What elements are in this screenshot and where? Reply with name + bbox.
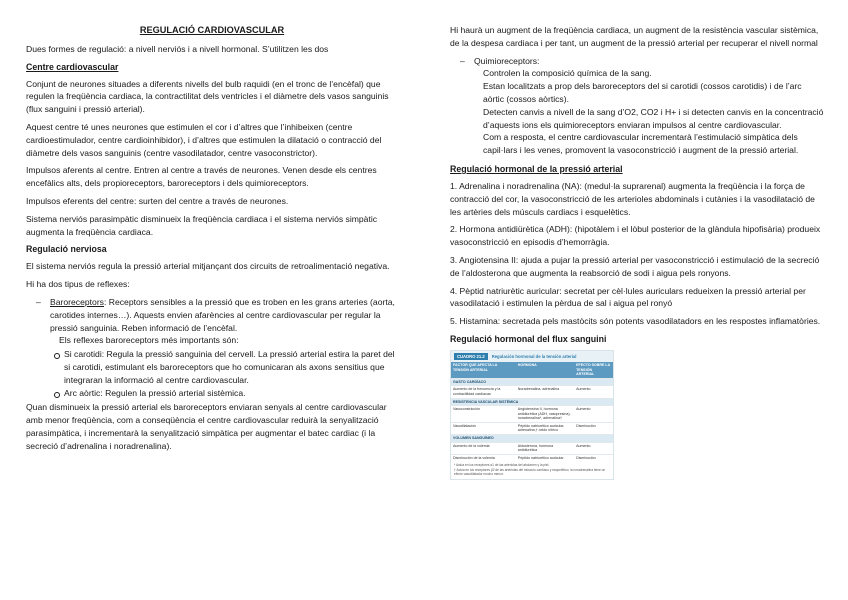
table-cell: Noradrenalina, adrenalina (516, 386, 574, 398)
table-cell: Péptido natriurético auricular (516, 454, 574, 461)
table-notes (451, 461, 613, 478)
table-cell: Aldosterona, hormona antidiurética (516, 442, 574, 454)
hormone-2: 2. Hormona antidiürètica (ADH): (hipotàlem i el lòbul posterior de la glàndula hipofisària) produeix vasoconstricció en episodis d’hemorràgia. (450, 224, 821, 248)
quimioreceptors-item (450, 55, 824, 157)
centre-paragraph-3: Impulsos aferents al centre. Entren al centre a través de neurones. Venen desde els centres encefàlics alts, dels propioreceptors, baroreceptors i dels quimioreceptors. (26, 165, 377, 189)
table-cell: Disminución (574, 454, 613, 461)
table-col-factor: FACTOR QUE AFECTA LA TENSIÓN ARTERIAL (451, 362, 516, 378)
table-cell: Vasoconstricción (451, 406, 516, 423)
centre-paragraph-2: Aquest centre té unes neurones que estimulen el cor i d’altres que l’inhibeixen (centre cardioestimulador, centre cardioinhibidor), i d’altres que estimulen la dilatació o contracció del diàmetre dels vasos sanguinis (centre vasodilatador, centre vasoconstrictor). (26, 121, 382, 158)
table-header-row (451, 362, 613, 378)
left-column (26, 24, 398, 458)
table-row (451, 406, 613, 423)
section-cardiac-output: GASTO CARDÍACO (451, 378, 613, 386)
hormone-1: 1. Adrenalina i noradrenalina (NA): (medul·la suprarenal) augmenta la freqüència i la força de contracció del cor, la vasoconstricció de les arterioles abdominals i cutànies i la vasodilatació de les artèries dels músculs cardiacs i esquelètics. (450, 180, 815, 217)
table-cell: Péptido natriurético auricular, adrenalina,† óxido nítrico (516, 422, 574, 434)
table-cell: Aumento de la volemia (451, 442, 516, 454)
centre-paragraph-4: Impulsos eferents del centre: surten del centre a través de neurones. (26, 195, 289, 206)
hormonal-heading: Regulació hormonal de la pressió arterial (450, 163, 623, 174)
table-cell: Angiotensina II, hormona antidiurética (ADH, vasopresina), noradrenalina*, adrenalina† (516, 406, 574, 423)
table-section-row (451, 435, 613, 443)
nerviosa-paragraph-1: El sistema nerviós regula la pressió arterial mitjançant dos circuits de retroalimentació negativa. (26, 261, 390, 272)
si-carotidi-item: Si carotidi: Regula la pressió sanguinia del cervell. La pressió arterial estira la paret del si carotidi, estimulant els baroreceptors que ho comunicaran als axons sensitius que integraran la informació al centre cardiovascular. (50, 348, 398, 386)
table-cell: Aumento (574, 386, 613, 398)
nerviosa-heading: Regulació nerviosa (26, 244, 107, 255)
table-note-2: † Actúa en los receptores β2 de las arteriolas del músculo cardíaco y esquelético; la noradrenalina tiene un efecto vasodilatador mucho menor. (454, 467, 606, 477)
quimio-line-3: Detecten canvis a nivell de la sang d’O2, CO2 i H+ i si detecten canvis en la concentració d’aquests ions els quimioreceptors enviaran impulsos al centre cardiovascular. (483, 106, 824, 130)
centre-paragraph-1: Conjunt de neurones situades a diferents nivells del bulb raquidi (en el tronc de l’encèfal) que regulen la freqüència cardiaca, la contractilitat dels ventricles i el diàmetre dels vasos sanguinis (flux sanguini i pressió arterial). (26, 78, 389, 115)
table-badge: CUADRO 21.2 (454, 353, 488, 360)
table-row (451, 454, 613, 461)
centre-paragraph-5: Sistema nerviós parasimpàtic disminueix la freqüència cardiaca i el sistema nerviós simpàtic augmenta la freqüència cardiaca. (26, 213, 378, 237)
table-row (451, 386, 613, 398)
table-cell: Aumento (574, 406, 613, 423)
table-cell: Aumento de la frecuencia y la contractilidad cardíacas (451, 386, 516, 398)
section-blood-volume: VOLUMEN SANGUÍNEO (451, 435, 613, 443)
reflex-list (26, 296, 398, 399)
table-cell: Vasodilatación (451, 422, 516, 434)
page-title: REGULACIÓ CARDIOVASCULAR (139, 25, 285, 35)
hormonal-table (451, 362, 613, 462)
quimio-list (450, 55, 824, 157)
table-cell: Aumento (574, 442, 613, 454)
hormone-3: 3. Angiotensina II: ajuda a pujar la pressió arterial per vasoconstricció i estimulació de la secreció de l’aldosterona que augmenta la reabsorció de sodi i aigua pels ronyons. (450, 254, 820, 278)
quimio-line-2: Estan localitzats a prop dels baroreceptors del si carotidi (cossos carotidis) i de l’arc aòrtic (cossos aòrtics). (483, 81, 802, 104)
right-column (450, 24, 824, 480)
flux-heading: Regulació hormonal del flux sanguini (450, 333, 607, 344)
table-col-effect: EFECTO SOBRE LA TENSIÓN ARTERIAL (574, 362, 613, 378)
arc-aortic-item: Arc aòrtic: Regulen la pressió arterial sistèmica. (50, 387, 398, 400)
table-cell: Disminución de la volemia (451, 454, 516, 461)
quimioreceptors-label: Quimioreceptors: (474, 55, 540, 66)
baroreceptors-text-2: Els reflexes baroreceptors més importants són: (59, 335, 239, 346)
table-figure-header (451, 351, 613, 362)
table-section-row (451, 398, 613, 406)
nerviosa-paragraph-2: Hi ha dos tipus de reflexes: (26, 279, 130, 290)
baroreceptors-text: : Receptors sensibles a la pressió que es troben en les grans arteries (aorta, carotides internes…). Aquests envien afarències al centre cardiovascular per regular la pressió sanguinia. Reben informació de l’encèfal. (50, 296, 395, 333)
centre-heading: Centre cardiovascular (26, 61, 119, 72)
section-vascular-resistance: RESISTENCIA VASCULAR SISTÉMICA (451, 398, 613, 406)
hormonal-regulation-table-figure (450, 350, 614, 480)
baroreceptors-label: Baroreceptors (50, 296, 104, 307)
intro-paragraph: Dues formes de regulació: a nivell nerviós i a nivell hormonal. S’utilitzen les dos (26, 43, 329, 54)
table-col-hormone: HORMONA (516, 362, 574, 378)
final-paragraph: Quan disminueix la pressió arterial els baroreceptors enviaran senyals al centre cardiovascular amb menor freqüència, com a conseqüència el centre cardiovascular reduirà la senyalització parasimpàtica, i incrementarà la senyalització simpàtica per augmentar el batec cardiac (i la secreció d’adrenalina i noradrenalina). (26, 402, 387, 451)
baroreceptors-item (26, 296, 398, 399)
hormone-5: 5. Histamina: secretada pels mastòcits són potents vasodilatadors en les respostes inflamatòries. (450, 316, 821, 327)
hormone-4: 4. Pèptid natriurètic auricular: secretat per cèl·lules auriculars redueixen la pressió arterial per vasodilatació i estimulen la pèrdua de sal i aigua pel ronyó (450, 285, 806, 309)
table-note-1: * Actúa en los receptores α1 de las arteriolas del abdomen y la piel. (454, 463, 550, 468)
quimio-line-4: Com a resposta, el centre cardiovascular incrementarà l’estimulació simpàtica dels capil·lars i les venes, promovent la vasoconstricció i augment de la pressió arterial. (483, 132, 799, 156)
quimio-line-1: Controlen la composició química de la sang. (483, 68, 652, 79)
baroreceptors-sublist (50, 348, 398, 399)
right-paragraph-1: Hi haurà un augment de la freqüència cardiaca, un augment de la resistència vascular sistèmica, de la despesa cardiaca i per tant, un augment de la pressió arterial per recuperar el nivell normal (450, 25, 819, 48)
table-row (451, 442, 613, 454)
table-row (451, 422, 613, 434)
table-section-row (451, 378, 613, 386)
table-title: Regulación hormonal de la tensión arterial (491, 353, 577, 359)
table-cell: Disminución (574, 422, 613, 434)
